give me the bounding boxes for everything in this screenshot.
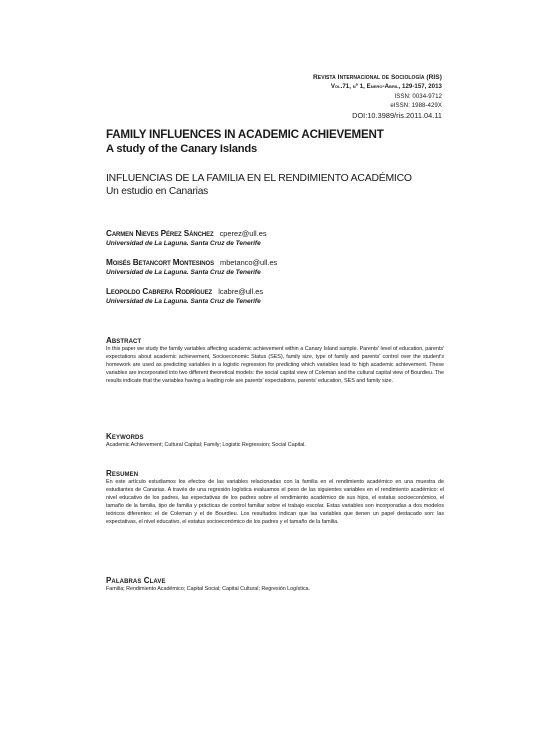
journal-eissn: eISSN: 1988-429X (390, 101, 442, 109)
author-affiliation: Universidad de La Laguna. Santa Cruz de Tenerife (106, 298, 261, 305)
author-name: Carmen Nieves Pérez Sánchez (106, 229, 214, 238)
keywords-section (106, 432, 444, 449)
resumen-section (106, 469, 444, 527)
keywords-heading: Keywords (106, 432, 144, 441)
abstract-text: In this paper we study the family variables affecting academic achievement within a Canary Island sample. Parents' level of education, parents' expectations about academic achievement, Socioeconomic Status (SES), family size, type of family and parents' control over the student's homework are used as predicting variables in a logistic regression for predicting which variables lead to high academic achievement. These variables are incorporated into two different theoretical models: the social capital view of Coleman and the cultural capital view of Bourdieu. The results indicate that the variables having a leading role are parents' expectations, parents' education, SES and family size. (106, 346, 444, 385)
author-email[interactable]: mbetanco@ull.es (220, 258, 278, 267)
spanish-subtitle: Un estudio en Canarias (106, 186, 209, 197)
author-entry (106, 258, 446, 278)
abstract-heading: Abstract (106, 336, 142, 345)
author-entry (106, 287, 446, 307)
keywords-text: Academic Achievement; Cultural Capital; Family; Logistic Regression; Social Capital. (106, 442, 306, 448)
english-subtitle: A study of the Canary Islands (106, 143, 258, 155)
author-name: Moisés Betancort Montesinos (106, 258, 214, 267)
author-email[interactable]: lcabre@ull.es (218, 287, 264, 296)
journal-header (313, 73, 442, 120)
title-block (106, 128, 446, 198)
palabras-clave-section (106, 576, 444, 593)
journal-issn: ISSN: 0034-9712 (394, 92, 442, 100)
author-email[interactable]: cperez@ull.es (219, 229, 267, 238)
author-affiliation: Universidad de La Laguna. Santa Cruz de Tenerife (106, 240, 261, 247)
palabras-clave-heading: Palabras Clave (106, 576, 166, 585)
abstract-section (106, 336, 444, 385)
spanish-title: INFLUENCIAS DE LA FAMILIA EN EL RENDIMIENTO ACADÉMICO (106, 173, 412, 184)
journal-name: Revista Internacional de Sociología (RIS) (313, 74, 442, 81)
resumen-heading: Resumen (106, 469, 139, 478)
palabras-clave-text: Familia; Rendimiento Académico; Capital Social; Capital Cultural; Regresión Logística. (106, 586, 310, 592)
author-list (106, 229, 446, 316)
author-name: Leopoldo Cabrera Rodríguez (106, 287, 213, 296)
resumen-text: En este artículo estudiamos los efectos de las variables relacionadas con la familia en el rendimiento académico en una muestra de estudiantes de Canarias. A través de una regresión logística evaluamos el peso de las siguientes variables en el rendimiento académico: el nivel educativo de los padres, las expectativas de los padres sobre el rendimiento académico de sus hijos, el estatus socioeconómico, el tamaño de la familia, tipo de familia y prácticas de control familiar sobre el trabajo escolar. Estas variables son incorporadas a dos modelos teóricos diferentes: el de Coleman y el de Bourdieu. Los resultados indican que las variables que tienen un papel destacado son: las expectativas, el nivel educativo, el estatus socioeconómico de los padres y el tamaño de la familia. (106, 479, 444, 526)
author-entry (106, 229, 446, 249)
article-doi: DOI:10.3989/ris.2011.04.11 (352, 111, 442, 121)
english-title: FAMILY INFLUENCES IN ACADEMIC ACHIEVEMENT (106, 128, 384, 141)
journal-volume: Vol.71, nº 1, Enero-Abril, 129-157, 2013 (330, 83, 442, 91)
author-affiliation: Universidad de La Laguna. Santa Cruz de Tenerife (106, 269, 261, 276)
